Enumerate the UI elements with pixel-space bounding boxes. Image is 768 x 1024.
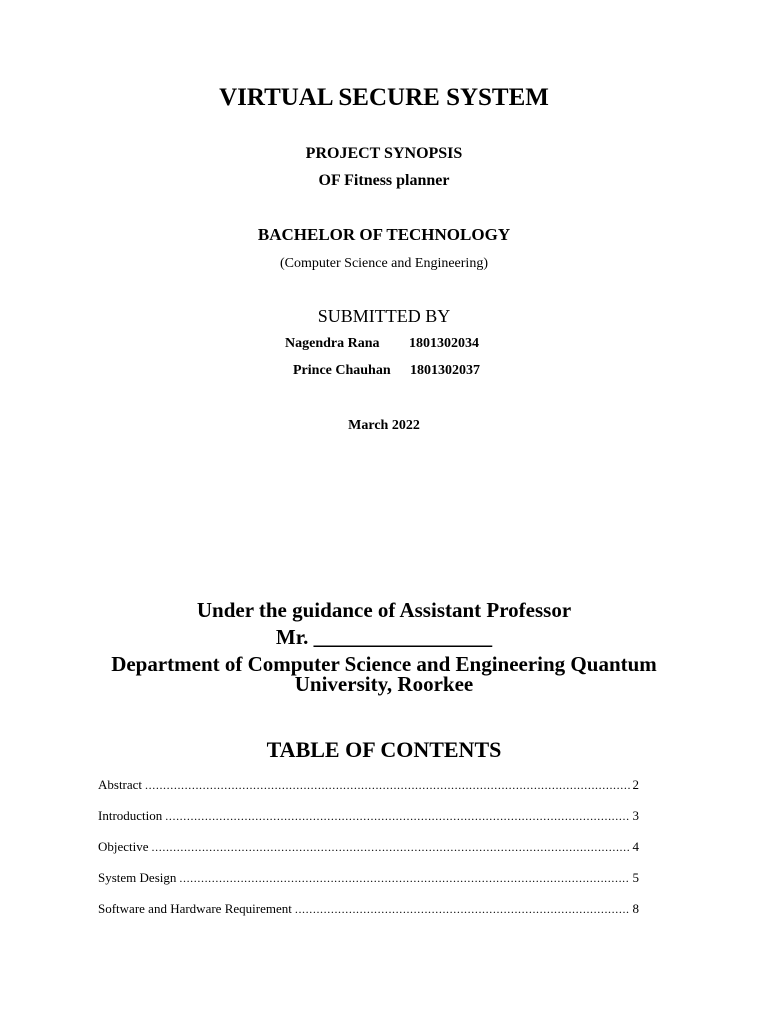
toc-entry-page: 4 bbox=[632, 839, 639, 854]
degree-heading: BACHELOR OF TECHNOLOGY bbox=[257, 225, 511, 244]
student-id: 1801302037 bbox=[410, 363, 480, 378]
toc-entry-label: Software and Hardware Requirement bbox=[98, 901, 292, 916]
submitted-by-heading: SUBMITTED BY bbox=[317, 306, 451, 326]
toc-entry-page: 2 bbox=[632, 777, 639, 792]
project-title: VIRTUAL SECURE SYSTEM bbox=[219, 84, 549, 111]
submission-date: March 2022 bbox=[348, 418, 420, 433]
toc-leader-dots bbox=[152, 840, 630, 855]
toc-entry-page: 3 bbox=[632, 808, 639, 823]
table-of-contents bbox=[98, 777, 639, 932]
mentor-line: Mr. _________________ bbox=[275, 625, 493, 649]
department-line: Department of Computer Science and Engineering Quantum bbox=[111, 652, 657, 676]
toc-entry bbox=[98, 901, 639, 932]
toc-entry-label: System Design bbox=[98, 870, 177, 885]
synopsis-heading: PROJECT SYNOPSIS bbox=[305, 145, 463, 162]
toc-entry bbox=[98, 808, 639, 839]
student-name: Prince Chauhan bbox=[293, 363, 391, 378]
guidance-text: Under the guidance of Assistant Professor bbox=[196, 598, 572, 622]
student-name: Nagendra Rana bbox=[285, 336, 380, 351]
toc-title: TABLE OF CONTENTS bbox=[266, 737, 502, 762]
student-id: 1801302034 bbox=[409, 336, 479, 351]
toc-entry bbox=[98, 870, 639, 901]
toc-entry-page: 8 bbox=[632, 901, 639, 916]
toc-entry-label: Objective bbox=[98, 839, 149, 854]
student-row bbox=[0, 336, 768, 356]
toc-leader-dots bbox=[165, 809, 629, 824]
toc-entry-label: Introduction bbox=[98, 808, 163, 823]
toc-entry bbox=[98, 839, 639, 870]
branch-text: (Computer Science and Engineering) bbox=[280, 256, 488, 271]
toc-entry bbox=[98, 777, 639, 808]
toc-entry-label: Abstract bbox=[98, 777, 143, 792]
guidance-block bbox=[60, 600, 708, 694]
toc-leader-dots bbox=[145, 778, 629, 793]
department-line: University, Roorkee bbox=[294, 672, 474, 696]
toc-entry-page: 5 bbox=[632, 870, 639, 885]
student-row bbox=[0, 363, 768, 383]
project-subtitle: OF Fitness planner bbox=[318, 172, 450, 189]
toc-leader-dots bbox=[179, 871, 629, 886]
toc-leader-dots bbox=[295, 902, 630, 917]
